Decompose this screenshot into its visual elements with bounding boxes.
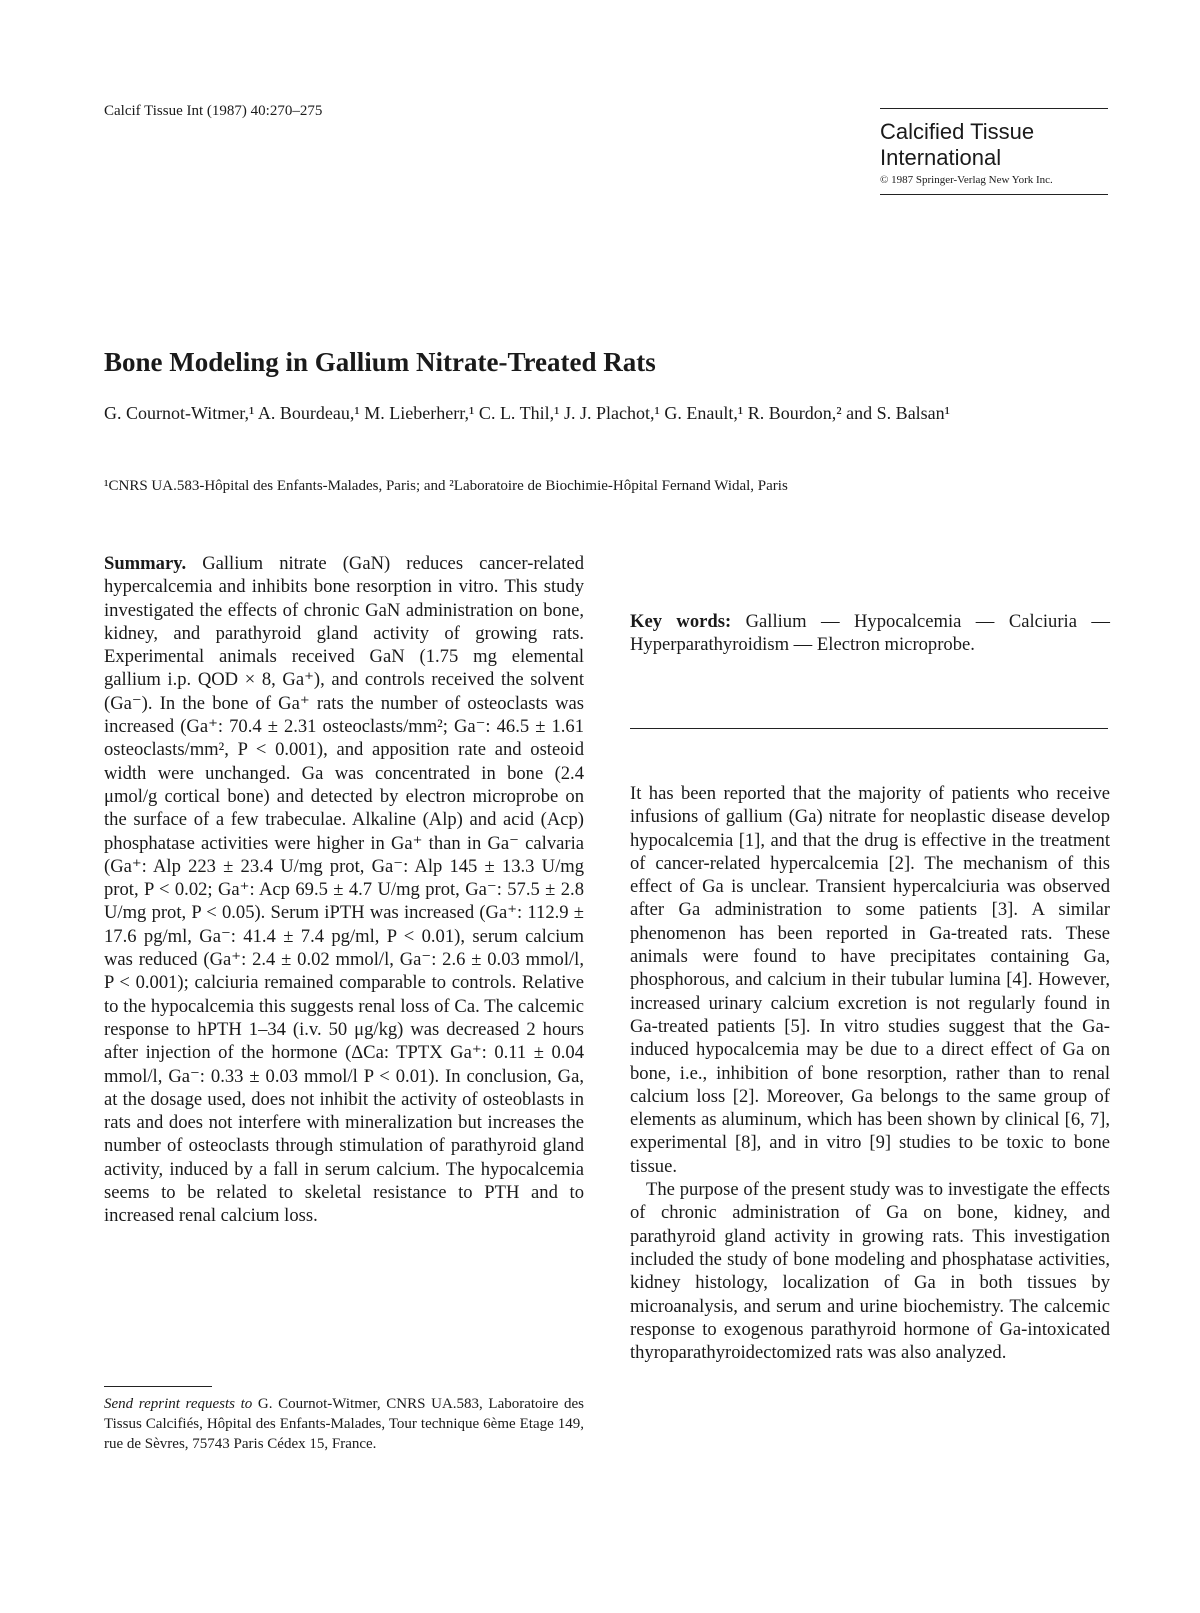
summary-label: Summary. bbox=[104, 553, 187, 574]
journal-masthead bbox=[880, 108, 1108, 195]
footnote-divider bbox=[104, 1386, 212, 1387]
keywords-paragraph bbox=[630, 610, 1110, 657]
copyright-notice: © 1987 Springer-Verlag New York Inc. bbox=[880, 174, 1053, 186]
intro-paragraph-2: The purpose of the present study was to investigate the effects of chronic administration of Ga on bone, kidney, and parathyroid gland activity in growing rats. This investigation included the study of bone modeling and phosphatase activities, kidney histology, localization of Ga in both tissues by microanalysis, and serum and urine biochemistry. The calcemic response to exogenous parathyroid hormone of Ga-intoxicated thyroparathyroidectomized rats was also analyzed. bbox=[630, 1179, 1110, 1364]
reprint-footnote bbox=[104, 1394, 584, 1454]
article-title: Bone Modeling in Gallium Nitrate-Treated Rats bbox=[104, 347, 656, 377]
footnote-text: G. Cournot-Witmer, CNRS UA.583, Laboratoire des Tissus Calcifiés, Hôpital des Enfants-Malades, Tour technique 6ème Etage 149, rue de Sèvres, 75743 Paris Cédex 15, France. bbox=[104, 1396, 585, 1452]
journal-citation: Calcif Tissue Int (1987) 40:270–275 bbox=[104, 103, 323, 119]
intro-paragraph-1: It has been reported that the majority of patients who receive infusions of gallium (Ga) nitrate for neoplastic disease develop hypocalcemia [1], and that the drug is effective in the treatment of cancer-related hypercalcemia [2]. The mechanism of this effect of Ga is unclear. Transient hypercalciuria was observed after Ga administration to some patients [3]. A similar phenomenon has been reported in Ga-treated rats. These animals were found to have precipitates containing Ga, phosphorous, and calcium in their tubular lumina [4]. However, increased urinary calcium excretion is not regularly found in Ga-treated patients [5]. In vitro studies suggest that the Ga-induced hypocalcemia may be due to a direct effect of Ga on bone, i.e., inhibition of bone resorption, rather than to renal calcium loss [2]. Moreover, Ga belongs to the same group of elements as aluminum, which has been shown by clinical [6, 7], experimental [8], and in vitro [9] studies to be toxic to bone tissue. bbox=[630, 783, 1110, 1177]
introduction-column bbox=[630, 782, 1110, 1364]
summary-paragraph bbox=[104, 552, 584, 1228]
footnote-lead: Send reprint requests to bbox=[104, 1396, 253, 1412]
summary-column bbox=[104, 552, 584, 1228]
keywords-label: Key words: bbox=[630, 611, 732, 632]
keywords-block bbox=[630, 610, 1110, 657]
keywords-text: Gallium — Hypocalcemia — Calciuria — Hyperparathyroidism — Electron microprobe. bbox=[630, 611, 1110, 656]
section-divider bbox=[630, 728, 1108, 729]
journal-name: Calcified Tissue International bbox=[880, 119, 1035, 170]
author-list: G. Cournot-Witmer,¹ A. Bourdeau,¹ M. Lieberherr,¹ C. L. Thil,¹ J. J. Plachot,¹ G. Enault,¹ R. Bourdon,² and S. Balsan¹ bbox=[104, 403, 951, 423]
affiliation: ¹CNRS UA.583-Hôpital des Enfants-Malades, Paris; and ²Laboratoire de Biochimie-Hôpital Fernand Widal, Paris bbox=[104, 478, 788, 494]
summary-text: Gallium nitrate (GaN) reduces cancer-related hypercalcemia and inhibits bone resorption in vitro. This study investigated the effects of chronic GaN administration on bone, kidney, and parathyroid gland activity of growing rats. Experimental animals received GaN (1.75 mg elemental gallium i.p. QOD × 8, Ga⁺), and controls received the solvent (Ga⁻). In the bone of Ga⁺ rats the number of osteoclasts was increased (Ga⁺: 70.4 ± 2.31 osteoclasts/mm²; Ga⁻: 46.5 ± 1.61 osteoclasts/mm², P < 0.001), and apposition rate and osteoid width were unchanged. Ga was concentrated in bone (2.4 μmol/g cortical bone) and detected by electron microprobe on the surface of a few trabeculae. Alkaline (Alp) and acid (Acp) phosphatase activities were higher in Ga⁺ than in Ga⁻ calvaria (Ga⁺: Alp 223 ± 23.4 U/mg prot, Ga⁻: Alp 145 ± 13.3 U/mg prot, P < 0.02; Ga⁺: Acp 69.5 ± 4.7 U/mg prot, Ga⁻: 57.5 ± 2.8 U/mg prot, P < 0.05). Serum iPTH was increased (Ga⁺: 112.9 ± 17.6 pg/ml, Ga⁻: 41.4 ± 7.4 pg/ml, P < 0.01), serum calcium was reduced (Ga⁺: 2.4 ± 0.02 mmol/l, Ga⁻: 2.6 ± 0.03 mmol/l, P < 0.001); calciuria remained comparable to controls. Relative to the hypocalcemia this suggests renal loss of Ca. The calcemic response to hPTH 1–34 (i.v. 50 μg/kg) was decreased 2 hours after injection of the hormone (ΔCa: TPTX Ga⁺: 0.11 ± 0.04 mmol/l, Ga⁻: 0.33 ± 0.03 mmol/l P < 0.01). In conclusion, Ga, at the dosage used, does not inhibit the activity of osteoblasts in rats and does not interfere with mineralization but increases the number of osteoclasts through stimulation of parathyroid gland activity, induced by a fall in serum calcium. The hypocalcemia seems to be related to skeletal resistance to PTH and to increased renal calcium loss. bbox=[104, 553, 584, 1227]
